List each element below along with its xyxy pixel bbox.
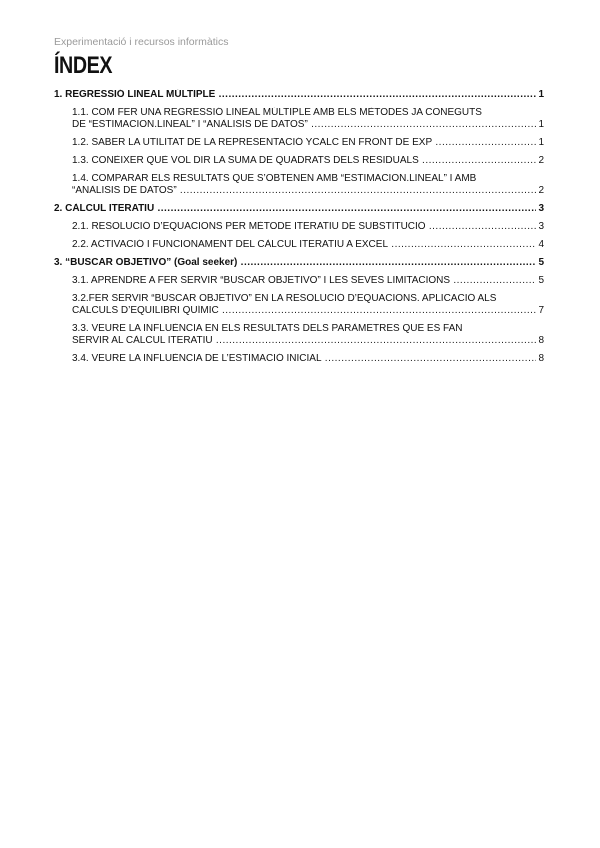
toc-entry-section-2[interactable] (54, 203, 544, 215)
toc-entry-section-1[interactable] (54, 89, 544, 101)
toc-entry-1-3[interactable] (54, 155, 544, 167)
toc-entry-text: 3.1. APRENDRE A FER SERVIR “BUSCAR OBJETIVO” I LES SEVES LIMITACIONS ..... (72, 275, 544, 286)
toc-page-number: 5 (538, 275, 544, 286)
toc-entry-text: 2.1. RESOLUCIÓ D’EQUACIONS PER MÈTODE ITERATIU DE SUBSTITUCIÓ ..... (72, 221, 544, 232)
toc-page-number: 5 (538, 257, 544, 268)
toc-entry-2-1[interactable] (54, 221, 544, 233)
toc-entry-text: 1.4. COMPARAR ELS RESULTATS QUE S’OBTENEN AMB “ESTIMACION.LINEAL” I AMB (72, 173, 477, 184)
toc-entry-text: 3.2.FER SERVIR “BUSCAR OBJETIVO” EN LA RESOLUCIÓ D’EQUACIONS. APLICACIÓ ALS (72, 293, 497, 304)
toc-entry-text: 3.4. VEURE LA INFLUÈNCIA DE L’ESTIMACIÓ INICIAL ..... (72, 353, 544, 364)
toc-page-number: 3 (538, 221, 544, 232)
toc-page-number: 1 (538, 89, 544, 100)
toc-entry-text-continued: CÀLCULS D’EQUILIBRI QUÍMIC ..... (72, 305, 544, 317)
toc-entry-3-2[interactable] (54, 293, 544, 317)
toc-page-number: 3 (538, 203, 544, 214)
toc-entry-text: 1.2. SABER LA UTILITAT DE LA REPRESENTACIÓ YCALC EN FRONT DE EXP ..... (72, 137, 544, 148)
toc-page-number: 1 (538, 119, 544, 130)
toc-page-number: 2 (538, 185, 544, 196)
toc-page-number: 8 (538, 335, 544, 346)
toc-entry-1-1[interactable] (54, 107, 544, 131)
toc-entry-text: 1. REGRESSIÓ LINEAL MÚLTIPLE ..... (54, 89, 544, 100)
toc-page-number: 8 (538, 353, 544, 364)
toc-entry-3-1[interactable] (54, 275, 544, 287)
toc-entry-text-continued: “ANÀLISIS DE DATOS” ..... (72, 185, 544, 197)
running-header: Experimentació i recursos informàtics (54, 36, 229, 48)
toc-entry-text-continued: DE “ESTIMACION.LINEAL” I “ANÀLISIS DE DATOS” ..... (72, 119, 544, 131)
toc-page-number: 1 (538, 137, 544, 148)
toc-title: ÍNDEX (54, 52, 113, 79)
toc-entry-text: 1.1. COM FER UNA REGRESSIÓ LINEAL MÚLTIPLE AMB ELS MÈTODES JA CONEGUTS (72, 107, 482, 118)
toc-entry-text-continued: SERVIR AL CÀLCUL ITERATIU ..... (72, 335, 544, 347)
toc-entry-section-3[interactable] (54, 257, 544, 269)
toc-entry-text: 2.2. ACTIVACIÓ I FUNCIONAMENT DEL CÀLCUL ITERATIU A EXCEL ..... (72, 239, 544, 250)
toc-entry-1-4[interactable] (54, 173, 544, 197)
toc-entry-text: 1.3. CONÈIXER QUÈ VOL DIR LA SUMA DE QUADRATS DELS RESIDUALS ..... (72, 155, 544, 166)
toc-page-number: 4 (538, 239, 544, 250)
toc-entry-text: 3. “BUSCAR OBJETIVO” (Goal seeker) ..... (54, 257, 544, 268)
table-of-contents (54, 86, 544, 371)
toc-page-number: 2 (538, 155, 544, 166)
toc-entry-3-3[interactable] (54, 323, 544, 347)
toc-entry-text: 2. CÀLCUL ITERATIU ..... (54, 203, 544, 214)
toc-entry-3-4[interactable] (54, 353, 544, 365)
toc-entry-2-2[interactable] (54, 239, 544, 251)
toc-entry-text: 3.3. VEURE LA INFLUÈNCIA EN ELS RESULTATS DELS PARÀMETRES QUE ES FAN (72, 323, 463, 334)
toc-page-number: 7 (538, 305, 544, 316)
toc-entry-1-2[interactable] (54, 137, 544, 149)
